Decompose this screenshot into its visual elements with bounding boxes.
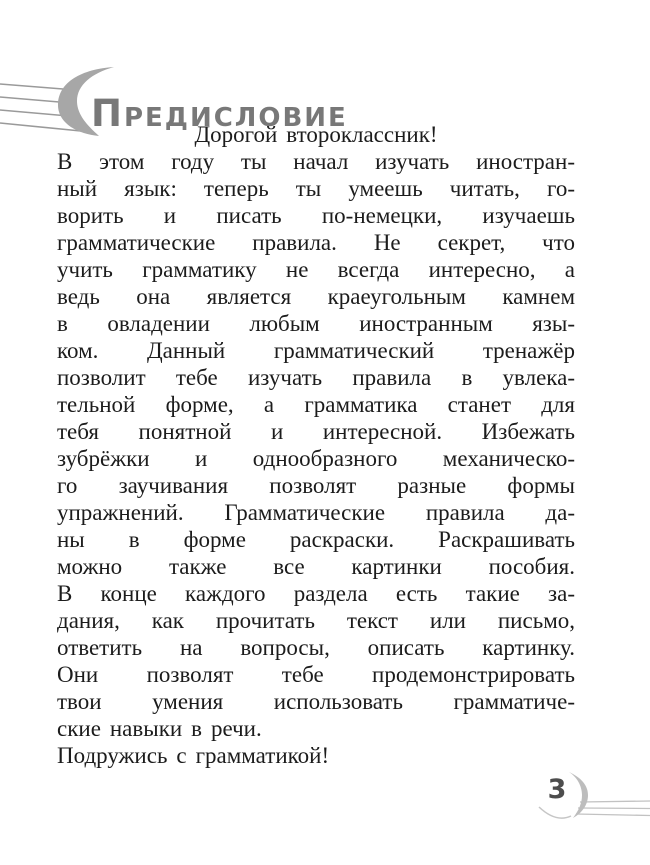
text-line: зубрёжки и однообразного механическо- bbox=[57, 446, 575, 471]
text-line: ведь она является краеугольным камнем bbox=[57, 284, 575, 309]
text-line: Они позволят тебе продемонстрировать bbox=[57, 662, 575, 687]
text-line: ны в форме раскраски. Раскрашивать bbox=[57, 527, 575, 552]
text-line: ный язык: теперь ты умеешь читать, го- bbox=[57, 176, 575, 201]
chapter-title-rest: РЕДИСЛОВИЕ bbox=[123, 103, 348, 133]
text-line: В этом году ты начал изучать иностран- bbox=[57, 149, 575, 174]
text-line: учить грамматику не всегда интересно, а bbox=[57, 257, 575, 282]
text-line: ские навыки в речи. bbox=[57, 716, 262, 741]
text-line: ком. Данный грамматический тренажёр bbox=[57, 338, 575, 363]
chapter-title-initial: П bbox=[91, 92, 124, 135]
text-line: В конце каждого раздела есть такие за- bbox=[57, 581, 575, 606]
text-line: грамматические правила. Не секрет, что bbox=[57, 230, 575, 255]
text-line: можно также все картинки пособия. bbox=[57, 554, 575, 579]
page-number: 3 bbox=[547, 774, 567, 805]
text-line: твои умения использовать грамматиче- bbox=[57, 689, 575, 714]
text-line: ворить и писать по-немецки, изучаешь bbox=[57, 203, 575, 228]
circle-arc-icon bbox=[539, 807, 571, 818]
text-line: Дорогой второклассник! bbox=[194, 122, 438, 147]
text-line: тельной форме, а грамматика станет для bbox=[57, 392, 575, 417]
text-line: позволит тебе изучать правила в увлека- bbox=[57, 365, 575, 390]
speed-lines-icon bbox=[576, 801, 650, 816]
text-line: го заучивания позволят разные формы bbox=[57, 473, 575, 498]
text-line: упражнений. Грамматические правила да- bbox=[57, 500, 575, 525]
text-line: ответить на вопросы, описать картинку. bbox=[57, 635, 575, 660]
text-line: в овладении любым иностранным язы- bbox=[57, 311, 575, 336]
text-line: Подружись с грамматикой! bbox=[57, 743, 330, 768]
preface-text bbox=[57, 121, 575, 769]
text-line: дания, как прочитать текст или письмо, bbox=[57, 608, 575, 633]
text-line: тебя понятной и интересной. Избежать bbox=[57, 419, 575, 444]
